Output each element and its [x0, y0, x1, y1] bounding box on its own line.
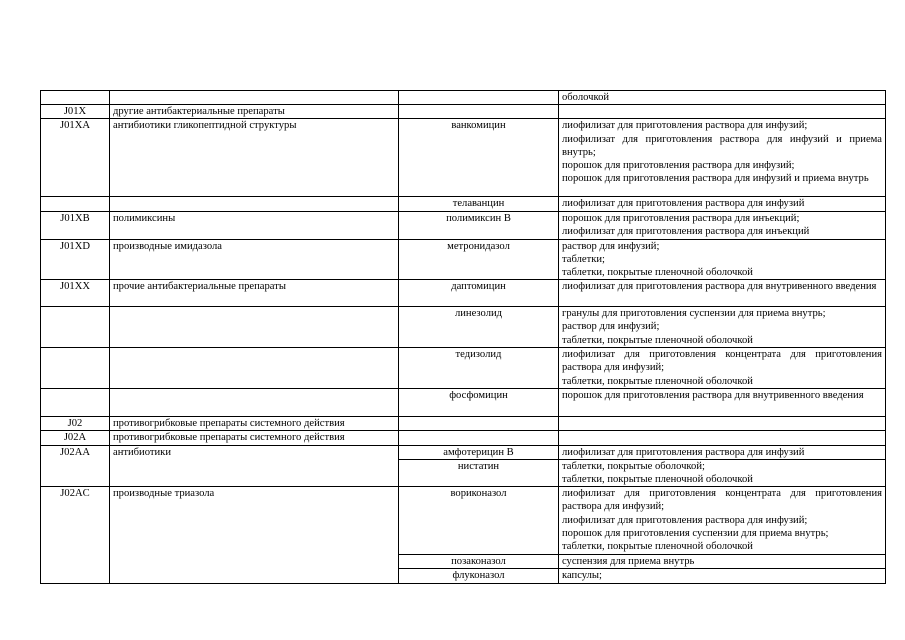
atc-code-cell: J01XX [41, 280, 110, 307]
drug-list-table [40, 90, 886, 584]
dosage-forms-cell [559, 445, 886, 459]
dosage-form-line: таблетки, покрытые пленочной оболочкой [562, 334, 753, 346]
drug-name-cell: даптомицин [399, 280, 559, 307]
group-name-cell: полимиксины [110, 211, 399, 239]
table-row [41, 119, 886, 197]
drug-name-cell: флуконазол [399, 569, 559, 583]
drug-name-cell: вориконазол [399, 487, 559, 555]
table-row [41, 389, 886, 417]
dosage-form-line: таблетки, покрытые пленочной оболочкой [562, 474, 753, 486]
dosage-forms-cell [559, 417, 886, 431]
atc-code-cell [41, 307, 110, 348]
atc-code-cell [41, 569, 110, 583]
group-name-cell: прочие антибактериальные препараты [110, 280, 399, 307]
table-row [41, 445, 886, 459]
group-name-cell: другие антибактериальные препараты [110, 105, 399, 119]
group-name-cell [110, 197, 399, 211]
group-name-cell [110, 389, 399, 417]
table-row [41, 280, 886, 307]
dosage-forms-cell [559, 487, 886, 555]
atc-code-cell: J01XB [41, 211, 110, 239]
drug-name-cell [399, 417, 559, 431]
drug-name-cell: ванкомицин [399, 119, 559, 197]
atc-code-cell: J02AC [41, 487, 110, 555]
atc-code-cell [41, 459, 110, 486]
dosage-form-line: порошок для приготовления раствора для внутривенного введения [562, 390, 864, 402]
group-name-cell [110, 307, 399, 348]
dosage-form-line: гранулы для приготовления суспензии для приема внутрь; [562, 308, 826, 320]
dosage-form-line: лиофилизат для приготовления раствора для инфузий; [562, 120, 808, 132]
drug-name-cell [399, 431, 559, 445]
atc-code-cell: J02A [41, 431, 110, 445]
dosage-form-line: порошок для приготовления раствора для инфузий; [562, 160, 795, 172]
table-row [41, 197, 886, 211]
dosage-form-line: капсулы; [562, 570, 602, 582]
dosage-form-line: лиофилизат для приготовления раствора для инфузий; [562, 514, 808, 526]
dosage-forms-cell [559, 569, 886, 583]
dosage-form-line: раствор для инфузий; [562, 321, 660, 333]
dosage-form-line: таблетки, покрытые пленочной оболочкой [562, 267, 753, 279]
drug-name-cell: метронидазол [399, 239, 559, 280]
dosage-forms-cell [559, 431, 886, 445]
dosage-forms-cell [559, 555, 886, 569]
dosage-form-line: раствор для инфузий; [562, 240, 660, 252]
dosage-forms-cell [559, 105, 886, 119]
group-name-cell [110, 91, 399, 105]
dosage-forms-cell [559, 197, 886, 211]
group-name-cell [110, 569, 399, 583]
dosage-forms-cell [559, 119, 886, 197]
dosage-form-line: оболочкой [562, 92, 610, 103]
table-row [41, 91, 886, 105]
dosage-forms-cell [559, 307, 886, 348]
atc-code-cell [41, 555, 110, 569]
atc-code-cell [41, 197, 110, 211]
dosage-form-line: лиофилизат для приготовления концентрата для приготовления раствора для инфузий; [562, 349, 882, 374]
dosage-forms-cell [559, 91, 886, 105]
dosage-form-line: лиофилизат для приготовления раствора для инфузий [562, 446, 805, 458]
drug-name-cell: нистатин [399, 459, 559, 486]
table-row [41, 459, 886, 486]
table-row [41, 487, 886, 555]
dosage-form-line: лиофилизат для приготовления концентрата для приготовления раствора для инфузий; [562, 488, 882, 513]
group-name-cell: противогрибковые препараты системного действия [110, 431, 399, 445]
group-name-cell: антибиотики гликопептидной структуры [110, 119, 399, 197]
dosage-form-line: лиофилизат для приготовления раствора для инъекций [562, 225, 810, 237]
dosage-forms-cell [559, 280, 886, 307]
group-name-cell: противогрибковые препараты системного действия [110, 417, 399, 431]
atc-code-cell: J01XA [41, 119, 110, 197]
table-body [41, 91, 886, 584]
atc-code-cell [41, 91, 110, 105]
atc-code-cell: J02AA [41, 445, 110, 459]
dosage-form-line: таблетки, покрытые пленочной оболочкой [562, 541, 753, 553]
dosage-form-line: таблетки, покрытые оболочкой; [562, 460, 705, 472]
dosage-form-line: лиофилизат для приготовления раствора для инфузий и приема внутрь; [562, 133, 882, 158]
dosage-form-line: порошок для приготовления раствора для инфузий и приема внутрь [562, 173, 869, 185]
table-row [41, 211, 886, 239]
drug-name-cell: позаконазол [399, 555, 559, 569]
table-row [41, 239, 886, 280]
table-row [41, 569, 886, 583]
dosage-forms-cell [559, 348, 886, 389]
atc-code-cell: J01X [41, 105, 110, 119]
dosage-forms-cell [559, 389, 886, 417]
dosage-forms-cell [559, 239, 886, 280]
document-page [40, 90, 885, 584]
dosage-form-line: лиофилизат для приготовления раствора для внутривенного введения [562, 281, 877, 293]
table-row [41, 417, 886, 431]
group-name-cell [110, 555, 399, 569]
drug-name-cell: амфотерицин В [399, 445, 559, 459]
group-name-cell: производные триазола [110, 487, 399, 555]
group-name-cell: антибиотики [110, 445, 399, 459]
drug-name-cell: полимиксин В [399, 211, 559, 239]
table-row [41, 307, 886, 348]
dosage-form-line: таблетки; [562, 253, 605, 265]
drug-name-cell [399, 105, 559, 119]
drug-name-cell: линезолид [399, 307, 559, 348]
dosage-form-line: лиофилизат для приготовления раствора для инфузий [562, 198, 805, 210]
dosage-form-line: суспензия для приема внутрь [562, 556, 695, 568]
drug-name-cell: фосфомицин [399, 389, 559, 417]
group-name-cell [110, 348, 399, 389]
dosage-form-line: порошок для приготовления раствора для инъекций; [562, 212, 800, 224]
dosage-form-line: таблетки, покрытые пленочной оболочкой [562, 375, 753, 387]
atc-code-cell [41, 389, 110, 417]
table-row [41, 431, 886, 445]
table-row [41, 348, 886, 389]
table-row [41, 555, 886, 569]
group-name-cell: производные имидазола [110, 239, 399, 280]
group-name-cell [110, 459, 399, 486]
atc-code-cell [41, 348, 110, 389]
table-row [41, 105, 886, 119]
drug-name-cell: телаванцин [399, 197, 559, 211]
drug-name-cell [399, 91, 559, 105]
dosage-forms-cell [559, 211, 886, 239]
atc-code-cell: J01XD [41, 239, 110, 280]
atc-code-cell: J02 [41, 417, 110, 431]
drug-name-cell: тедизолид [399, 348, 559, 389]
dosage-forms-cell [559, 459, 886, 486]
dosage-form-line: порошок для приготовления суспензии для приема внутрь; [562, 527, 829, 539]
